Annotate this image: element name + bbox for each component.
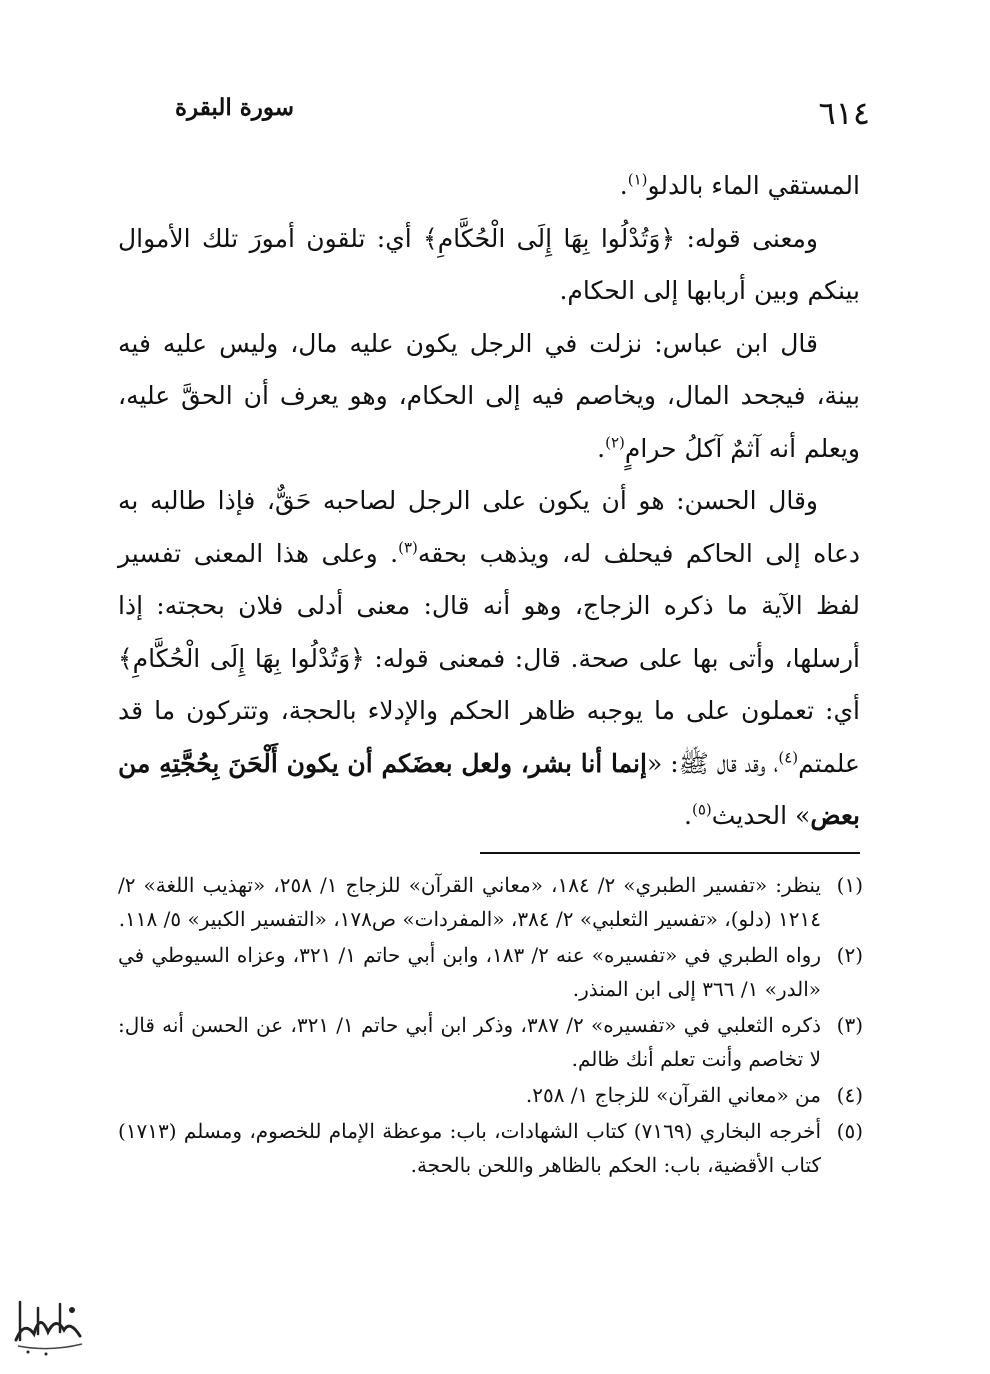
footnote-text: رواه الطبري في «تفسيره» عنه ٢/ ١٨٣، وابن أبي حاتم ١/ ٣٢١، وعزاه السيوطي في «الدر» ١/ ٣٦٦ إلى ابن المنذر. (118, 943, 821, 1001)
paragraph-2-post: أي: تلقون أمورَ تلك الأموال بينكم وبين أربابها إلى الحكام. (118, 223, 860, 305)
footnote-number: (٢) (836, 943, 863, 967)
footnote-item (118, 938, 863, 1006)
footnote-number: (٣) (836, 1013, 863, 1037)
paragraph-4-s3: أي: تعملون على ما يوجبه ظاهر الحكم والإدلاء بالحجة، وتتركون ما قد علمتم (118, 696, 860, 778)
paragraph-2-pre: ومعنى قوله: (675, 223, 819, 253)
footnote-text: ذكره الثعلبي في «تفسيره» ٢/ ٣٨٧، وذكر ابن أبي حاتم ١/ ٣٢١، عن الحسن أنه قال: لا تخاصم وأنت تعلم أنك ظالم. (118, 1013, 821, 1071)
quran-verse-2: ﴿وَتُدْلُوا بِهَا إِلَى الْحُكَّامِ﴾ (118, 643, 365, 673)
watermark-logo-icon (10, 1290, 90, 1360)
footnotes (118, 868, 863, 1184)
footnote-text: من «معاني القرآن» للزجاج ١/ ٢٥٨. (525, 1083, 821, 1107)
running-title: سورة البقرة (175, 94, 295, 121)
footnote-item (118, 1114, 863, 1182)
footnote-ref-1: (١) (627, 170, 648, 189)
paragraph-2 (118, 213, 860, 318)
footnote-text: أخرجه البخاري (٧١٦٩) كتاب الشهادات، باب: موعظة الإمام للخصوم، ومسلم (١٧١٣) كتاب الأقضية، باب: الحكم بالظاهر واللحن بالحجة. (118, 1119, 822, 1177)
footnote-ref-4: (٤) (778, 748, 799, 767)
paragraph-1-text: المستقي الماء بالدلو (647, 171, 860, 200)
paragraph-3-text: قال ابن عباس: نزلت في الرجل يكون عليه مال، وليس عليه فيه بينة، فيجحد المال، ويخاصم فيه إلى الحكام، وهو يعرف أن الحقَّ عليه، ويعلم أنه آثمٌ آكلُ حرامٍ (118, 328, 860, 463)
footnote-text: ينظر: «تفسير الطبري» ٢/ ١٨٤، «معاني القرآن» للزجاج ١/ ٢٥٨، «تهذيب اللغة» ٢/ ١٢١٤ (دلو)، «تفسير الثعلبي» ٢/ ٣٨٤، «المفردات» ص١٧٨، «التفسير الكبير» ٥/ ١١٨. (118, 873, 821, 931)
main-text (118, 160, 860, 843)
paragraph-4-s2: . وعلى هذا المعنى تفسير لفظ الآية ما ذكره الزجاج، وهو أنه قال: معنى أدلى فلان بحجته: إذا أرسلها، وأتى بها على صحة. قال: فمعنى قوله: (118, 538, 861, 673)
quran-verse: ﴿وَتُدْلُوا بِهَا إِلَى الْحُكَّامِ﴾ (423, 223, 676, 253)
watermark-logo (10, 1290, 90, 1360)
hadith-quote: إنما أنا بشر، ولعل بعضَكم أن يكون أَلْحَنَ بِحُجَّتِهِ من بعض (118, 748, 860, 830)
footnote-number: (٤) (836, 1083, 863, 1107)
footnote-ref-2: (٢) (605, 433, 625, 452)
footnote-item (118, 1078, 863, 1112)
page-header (175, 92, 870, 152)
footnote-ref-5: (٥) (691, 800, 712, 819)
footnote-item (118, 868, 863, 936)
footnote-ref-3: (٣) (398, 538, 418, 557)
footnote-number: (٥) (836, 1119, 863, 1143)
page-number: ٦١٤ (818, 94, 870, 132)
paragraph-3 (118, 318, 860, 476)
paragraph-1 (118, 160, 860, 213)
paragraph-1-end: . (619, 171, 628, 200)
paragraph-3-end: . (597, 433, 606, 463)
footnote-number: (١) (836, 873, 863, 897)
paragraph-4-s5: » الحديث (711, 801, 811, 830)
paragraph-4-end: . (684, 801, 692, 830)
footnote-divider (480, 852, 860, 854)
paragraph-4 (118, 475, 860, 843)
paragraph-4-s4: ، وقد قال ﷺ: « (646, 748, 779, 778)
paragraph-4-s1: وقال الحسن: هو أن يكون على الرجل لصاحبه حَقٌّ، فإذا طالبه به دعاه إلى الحاكم فيحلف له، ويذهب بحقه (118, 486, 860, 568)
footnote-item (118, 1008, 863, 1076)
